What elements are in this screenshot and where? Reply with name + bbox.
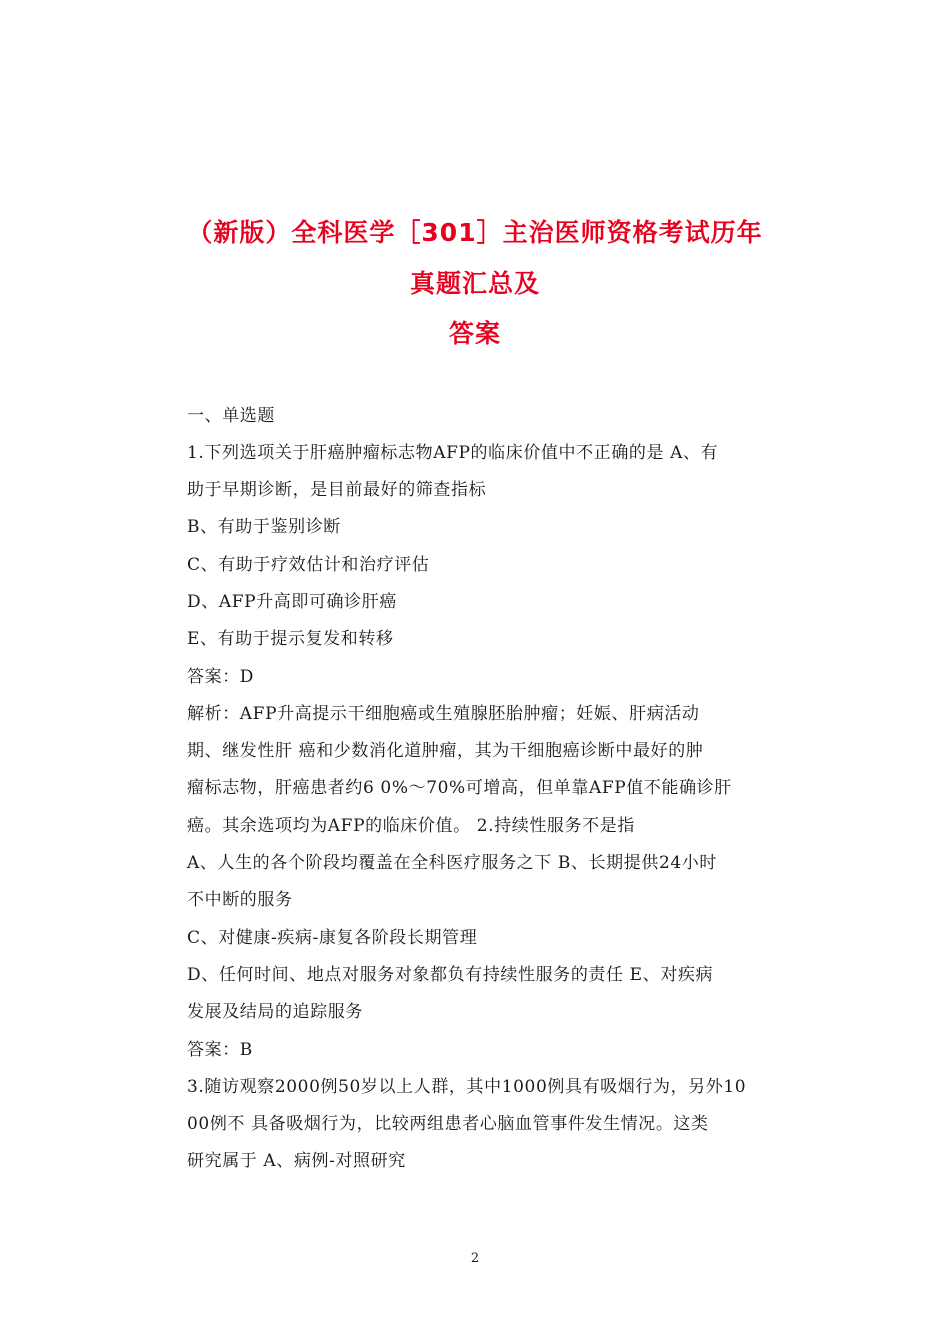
question-1-answer: 答案：D <box>187 667 255 687</box>
question-1-option-c: C、有助于疗效估计和治疗评估 <box>187 555 430 575</box>
question-1-option-d: D、AFP升高即可确诊肝癌 <box>187 592 397 612</box>
page-number: 2 <box>470 1251 480 1266</box>
question-2-option-b-cont: 不中断的服务 <box>187 890 293 910</box>
question-2-stem: 癌。其余选项均为AFP的临床价值。 2.持续性服务不是指 <box>187 816 635 836</box>
question-1-stem-cont: 助于早期诊断，是目前最好的筛查指标 <box>187 480 487 500</box>
document-title-line-3: 答案 <box>448 319 501 348</box>
question-1-analysis-cont-1: 期、继发性肝 癌和少数消化道肿瘤，其为干细胞癌诊断中最好的肿 <box>187 741 704 761</box>
question-2-option-c: C、对健康-疾病-康复各阶段长期管理 <box>187 928 478 948</box>
question-2-answer: 答案：B <box>187 1040 253 1060</box>
question-1-analysis: 解析：AFP升高提示干细胞癌或生殖腺胚胎肿瘤；妊娠、肝病活动 <box>187 704 700 724</box>
question-1-option-e: E、有助于提示复发和转移 <box>187 629 394 649</box>
question-2-options-d-e: D、任何时间、地点对服务对象都负有持续性服务的责任 E、对疾病 <box>187 965 714 985</box>
question-1-option-b: B、有助于鉴别诊断 <box>187 517 341 537</box>
document-title-line-2: 真题汇总及 <box>409 269 540 298</box>
document-title-line-1: （新版）全科医学［301］主治医师资格考试历年 <box>187 218 763 247</box>
section-heading: 一、单选题 <box>187 406 275 426</box>
question-1-stem: 1.下列选项关于肝癌肿瘤标志物AFP的临床价值中不正确的是 A、有 <box>187 443 719 463</box>
question-2-option-e-cont: 发展及结局的追踪服务 <box>187 1002 363 1022</box>
question-3-stem-cont: 00例不 具备吸烟行为，比较两组患者心脑血管事件发生情况。这类 <box>187 1114 709 1134</box>
question-1-analysis-cont-2: 瘤标志物，肝癌患者约6 0%～70%可增高，但单靠AFP值不能确诊肝 <box>187 778 732 798</box>
question-3-stem: 3.随访观察2000例50岁以上人群，其中1000例具有吸烟行为，另外10 <box>187 1077 747 1097</box>
question-3-option-a: 研究属于 A、病例-对照研究 <box>187 1151 406 1171</box>
question-2-options-a-b: A、人生的各个阶段均覆盖在全科医疗服务之下 B、长期提供24小时 <box>187 853 718 873</box>
